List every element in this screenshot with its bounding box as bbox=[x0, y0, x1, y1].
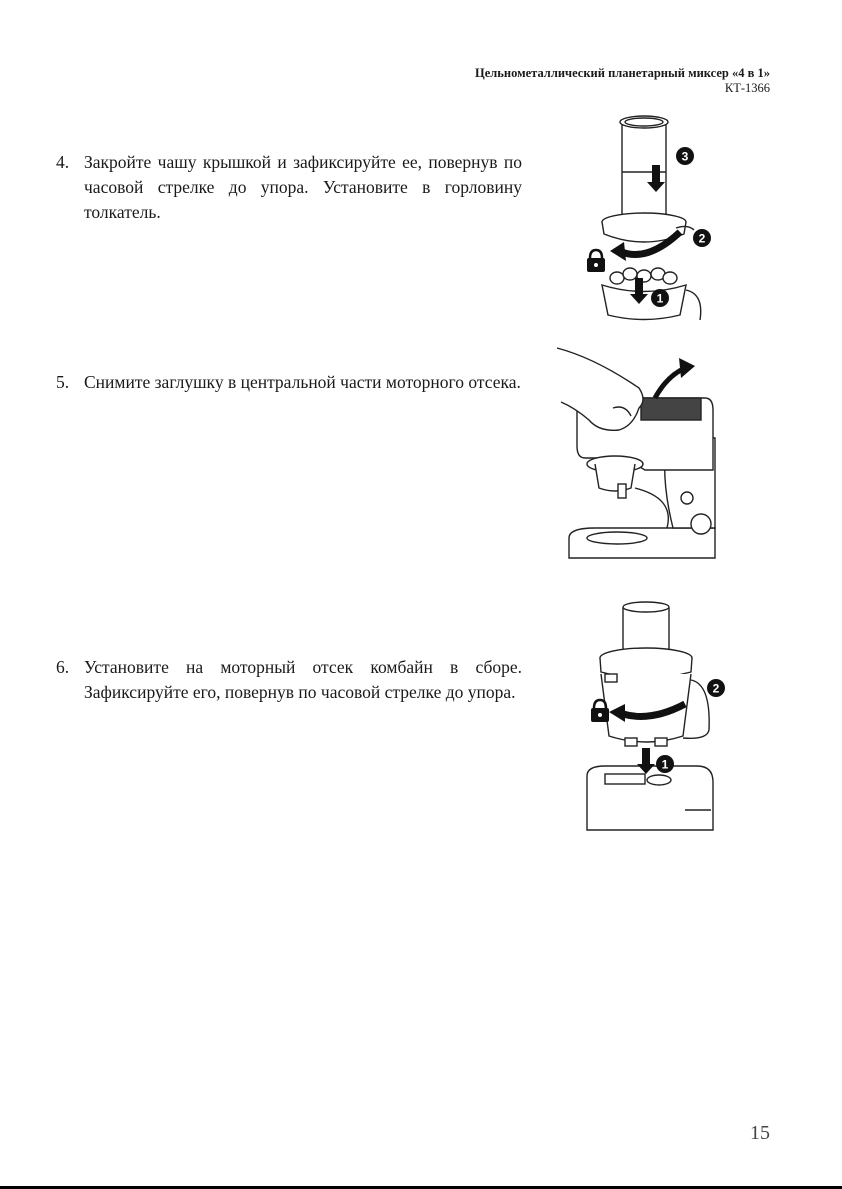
step-badge-icon bbox=[656, 755, 674, 773]
lock-icon bbox=[591, 700, 609, 722]
page-number: 15 bbox=[750, 1122, 770, 1144]
svg-text:3: 3 bbox=[681, 149, 689, 164]
step-text: Снимите заглушку в центральной части моторного отсека. bbox=[84, 372, 521, 392]
step-number: 5. bbox=[56, 372, 70, 392]
remove-cap-illustration bbox=[555, 338, 730, 566]
svg-text:2: 2 bbox=[712, 681, 720, 696]
step-number: 6. bbox=[56, 657, 70, 677]
step-text: Установите на моторный отсек комбайн в сборе. Зафиксируйте его, повернув по часовой стрелке до упора. bbox=[84, 657, 522, 702]
step-6 bbox=[56, 655, 522, 705]
svg-text:1: 1 bbox=[661, 757, 669, 772]
step-badge-icon bbox=[693, 229, 711, 247]
step-4 bbox=[56, 150, 522, 225]
step-text: Закройте чашу крышкой и зафиксируйте ее, повернув по часовой стрелке до упора. Установите в горловину толкатель. bbox=[84, 152, 522, 222]
svg-text:1: 1 bbox=[656, 291, 664, 306]
step-badge-icon bbox=[707, 679, 725, 697]
lock-icon bbox=[587, 250, 605, 272]
step-number: 4. bbox=[56, 152, 70, 172]
header-model: КТ-1366 bbox=[724, 81, 770, 95]
step-5 bbox=[56, 370, 522, 395]
step-badge-icon bbox=[651, 289, 669, 307]
svg-text:2: 2 bbox=[698, 231, 706, 246]
mount-processor-illustration bbox=[575, 600, 725, 832]
lid-assembly-illustration bbox=[572, 110, 712, 328]
header-title: Цельнометаллический планетарный миксер «4 в 1» bbox=[474, 66, 770, 80]
step-badge-icon bbox=[676, 147, 694, 165]
